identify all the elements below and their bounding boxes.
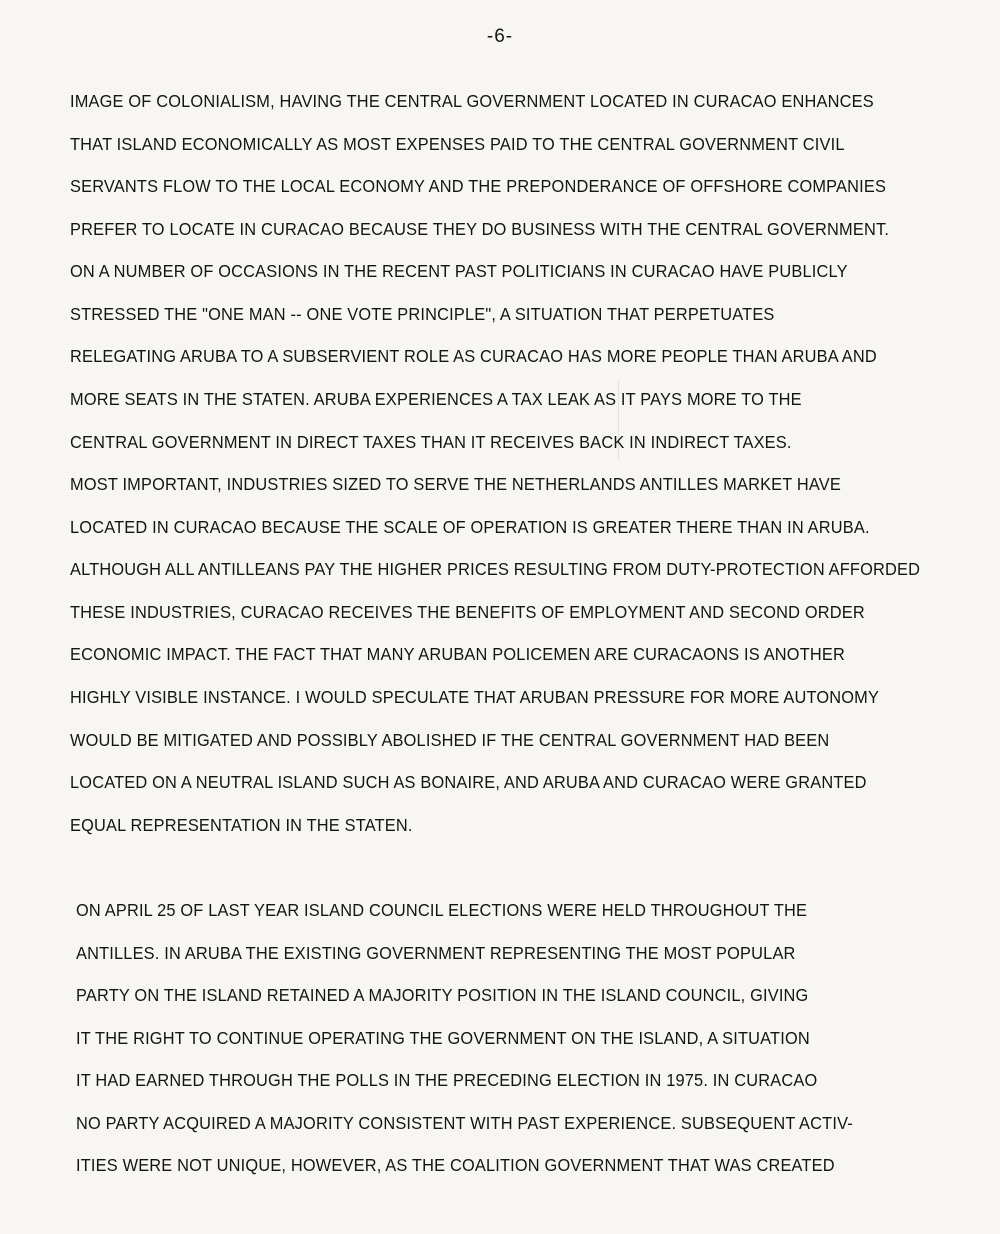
text-line: MOST IMPORTANT, INDUSTRIES SIZED TO SERVE THE NETHERLANDS ANTILLES MARKET HAVE — [70, 474, 841, 494]
text-line: ON A NUMBER OF OCCASIONS IN THE RECENT PAST POLITICIANS IN CURACAO HAVE PUBLICLY — [70, 261, 848, 281]
text-line: CENTRAL GOVERNMENT IN DIRECT TAXES THAN IT RECEIVES BACK IN INDIRECT TAXES. — [70, 432, 792, 452]
text-line: STRESSED THE "ONE MAN -- ONE VOTE PRINCIPLE", A SITUATION THAT PERPETUATES — [70, 304, 775, 324]
text-line: IT HAD EARNED THROUGH THE POLLS IN THE PRECEDING ELECTION IN 1975. IN CURACAO — [76, 1070, 818, 1090]
text-line: IMAGE OF COLONIALISM, HAVING THE CENTRAL GOVERNMENT LOCATED IN CURACAO ENHANCES — [70, 91, 874, 111]
text-line: ALTHOUGH ALL ANTILLEANS PAY THE HIGHER PRICES RESULTING FROM DUTY-PROTECTION AFFORDED — [70, 559, 921, 579]
text-line: ANTILLES. IN ARUBA THE EXISTING GOVERNMENT REPRESENTING THE MOST POPULAR — [76, 943, 796, 963]
text-line: LOCATED IN CURACAO BECAUSE THE SCALE OF OPERATION IS GREATER THERE THAN IN ARUBA. — [70, 517, 870, 537]
text-line: THESE INDUSTRIES, CURACAO RECEIVES THE BENEFITS OF EMPLOYMENT AND SECOND ORDER — [70, 602, 865, 622]
text-line: LOCATED ON A NEUTRAL ISLAND SUCH AS BONAIRE, AND ARUBA AND CURACAO WERE GRANTED — [70, 772, 867, 792]
text-line: PARTY ON THE ISLAND RETAINED A MAJORITY POSITION IN THE ISLAND COUNCIL, GIVING — [76, 985, 809, 1005]
text-line: MORE SEATS IN THE STATEN. ARUBA EXPERIENCES A TAX LEAK AS IT PAYS MORE TO THE — [70, 389, 802, 409]
text-line: RELEGATING ARUBA TO A SUBSERVIENT ROLE AS CURACAO HAS MORE PEOPLE THAN ARUBA AND — [70, 346, 877, 366]
text-line: EQUAL REPRESENTATION IN THE STATEN. — [70, 815, 413, 835]
text-line: ECONOMIC IMPACT. THE FACT THAT MANY ARUBAN POLICEMEN ARE CURACAONS IS ANOTHER — [70, 644, 845, 664]
text-line: HIGHLY VISIBLE INSTANCE. I WOULD SPECULATE THAT ARUBAN PRESSURE FOR MORE AUTONOMY — [70, 687, 880, 707]
text-line: THAT ISLAND ECONOMICALLY AS MOST EXPENSES PAID TO THE CENTRAL GOVERNMENT CIVIL — [70, 134, 845, 154]
text-line: ON APRIL 25 OF LAST YEAR ISLAND COUNCIL ELECTIONS WERE HELD THROUGHOUT THE — [76, 900, 808, 920]
page-number: -6- — [486, 26, 514, 47]
text-line: NO PARTY ACQUIRED A MAJORITY CONSISTENT WITH PAST EXPERIENCE. SUBSEQUENT ACTIV- — [76, 1113, 853, 1133]
text-line: SERVANTS FLOW TO THE LOCAL ECONOMY AND THE PREPONDERANCE OF OFFSHORE COMPANIES — [70, 176, 887, 196]
text-line: WOULD BE MITIGATED AND POSSIBLY ABOLISHED IF THE CENTRAL GOVERNMENT HAD BEEN — [70, 730, 830, 750]
text-line: PREFER TO LOCATE IN CURACAO BECAUSE THEY DO BUSINESS WITH THE CENTRAL GOVERNMENT. — [70, 219, 890, 239]
paper-crease — [618, 380, 619, 460]
text-line: ITIES WERE NOT UNIQUE, HOWEVER, AS THE COALITION GOVERNMENT THAT WAS CREATED — [76, 1155, 835, 1175]
text-line: IT THE RIGHT TO CONTINUE OPERATING THE GOVERNMENT ON THE ISLAND, A SITUATION — [76, 1028, 810, 1048]
